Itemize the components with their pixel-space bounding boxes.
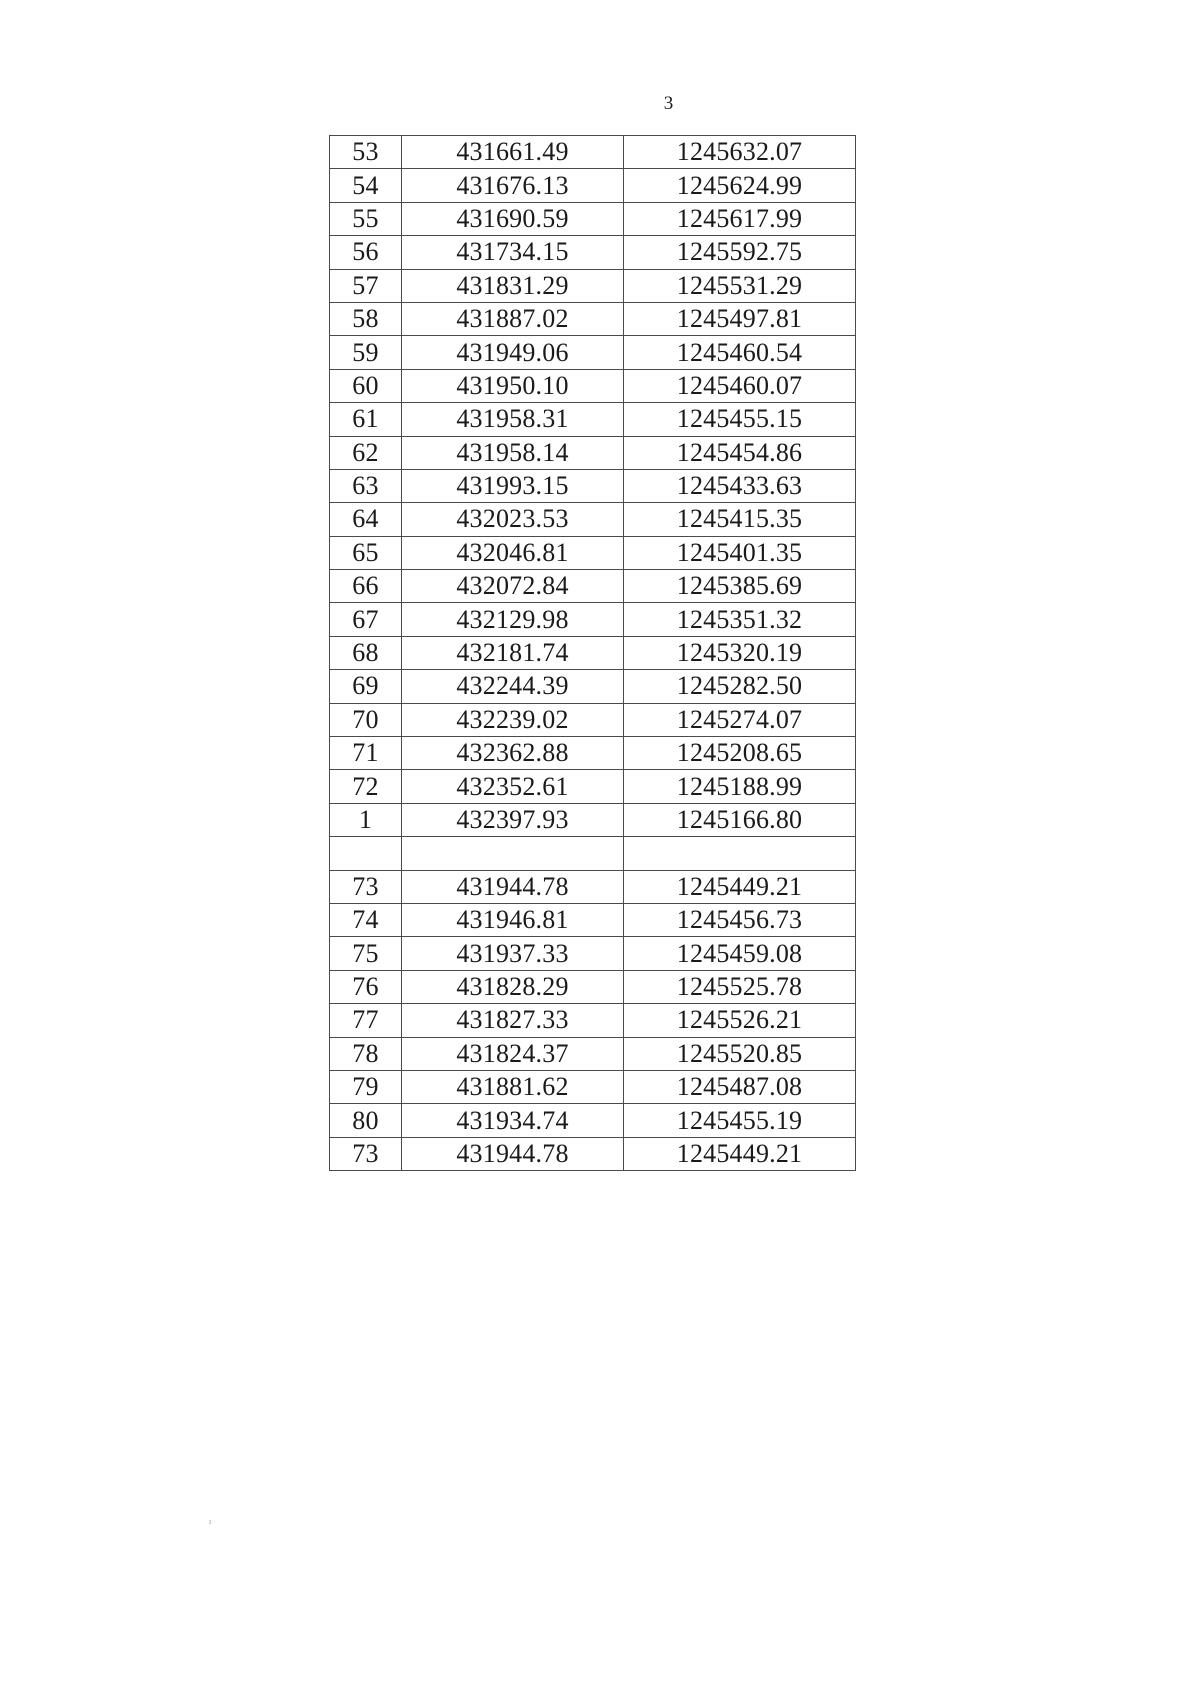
y-coordinate-cell: 1245166.80 — [624, 803, 856, 836]
x-coordinate-cell: 431827.33 — [402, 1004, 624, 1037]
x-coordinate-cell: 432352.61 — [402, 770, 624, 803]
x-coordinate-cell: 431676.13 — [402, 169, 624, 202]
point-number-cell: 57 — [330, 269, 402, 302]
scan-mark: ı — [209, 1517, 212, 1526]
y-coordinate-cell: 1245385.69 — [624, 570, 856, 603]
x-coordinate-cell: 431881.62 — [402, 1070, 624, 1103]
x-coordinate-cell: 432023.53 — [402, 503, 624, 536]
table-row — [330, 603, 856, 636]
y-coordinate-cell: 1245497.81 — [624, 302, 856, 335]
table-row — [330, 202, 856, 235]
point-number-cell: 80 — [330, 1104, 402, 1137]
table-row — [330, 1104, 856, 1137]
y-coordinate-cell: 1245415.35 — [624, 503, 856, 536]
table-row — [330, 1070, 856, 1103]
point-number-cell: 73 — [330, 870, 402, 903]
y-coordinate-cell: 1245617.99 — [624, 202, 856, 235]
table-row — [330, 469, 856, 502]
x-coordinate-cell: 431887.02 — [402, 302, 624, 335]
table-row — [330, 436, 856, 469]
x-coordinate-cell: 431690.59 — [402, 202, 624, 235]
table-row — [330, 803, 856, 836]
point-number-cell: 61 — [330, 403, 402, 436]
x-coordinate-cell: 431950.10 — [402, 369, 624, 402]
x-coordinate-cell: 431828.29 — [402, 970, 624, 1003]
point-number-cell: 79 — [330, 1070, 402, 1103]
y-coordinate-cell: 1245455.15 — [624, 403, 856, 436]
y-coordinate-cell: 1245208.65 — [624, 737, 856, 770]
x-coordinate-cell: 431993.15 — [402, 469, 624, 502]
point-number-cell — [330, 837, 402, 870]
point-number-cell: 65 — [330, 536, 402, 569]
table-row — [330, 937, 856, 970]
table-row — [330, 636, 856, 669]
point-number-cell: 63 — [330, 469, 402, 502]
x-coordinate-cell — [402, 837, 624, 870]
y-coordinate-cell — [624, 837, 856, 870]
point-number-cell: 54 — [330, 169, 402, 202]
page-number: 3 — [663, 93, 674, 114]
y-coordinate-cell: 1245449.21 — [624, 1137, 856, 1170]
y-coordinate-cell: 1245592.75 — [624, 236, 856, 269]
point-number-cell: 70 — [330, 703, 402, 736]
x-coordinate-cell: 432239.02 — [402, 703, 624, 736]
x-coordinate-cell: 431934.74 — [402, 1104, 624, 1137]
table-row — [330, 970, 856, 1003]
point-number-cell: 72 — [330, 770, 402, 803]
x-coordinate-cell: 431831.29 — [402, 269, 624, 302]
table-row — [330, 269, 856, 302]
point-number-cell: 64 — [330, 503, 402, 536]
x-coordinate-cell: 432181.74 — [402, 636, 624, 669]
x-coordinate-cell: 432129.98 — [402, 603, 624, 636]
x-coordinate-cell: 431958.14 — [402, 436, 624, 469]
y-coordinate-cell: 1245624.99 — [624, 169, 856, 202]
x-coordinate-cell: 432244.39 — [402, 670, 624, 703]
coordinates-table-body — [330, 136, 856, 1171]
point-number-cell: 66 — [330, 570, 402, 603]
y-coordinate-cell: 1245531.29 — [624, 269, 856, 302]
point-number-cell: 53 — [330, 136, 402, 169]
point-number-cell: 75 — [330, 937, 402, 970]
point-number-cell: 67 — [330, 603, 402, 636]
table-row — [330, 1004, 856, 1037]
table-row — [330, 302, 856, 335]
point-number-cell: 56 — [330, 236, 402, 269]
y-coordinate-cell: 1245401.35 — [624, 536, 856, 569]
table-row — [330, 903, 856, 936]
y-coordinate-cell: 1245433.63 — [624, 469, 856, 502]
y-coordinate-cell: 1245282.50 — [624, 670, 856, 703]
x-coordinate-cell: 432046.81 — [402, 536, 624, 569]
table-row — [330, 336, 856, 369]
table-row — [330, 169, 856, 202]
table-row — [330, 670, 856, 703]
table-row — [330, 536, 856, 569]
y-coordinate-cell: 1245459.08 — [624, 937, 856, 970]
x-coordinate-cell: 431949.06 — [402, 336, 624, 369]
point-number-cell: 78 — [330, 1037, 402, 1070]
x-coordinate-cell: 431944.78 — [402, 1137, 624, 1170]
x-coordinate-cell: 432362.88 — [402, 737, 624, 770]
x-coordinate-cell: 431944.78 — [402, 870, 624, 903]
table-row — [330, 369, 856, 402]
coordinates-table — [329, 135, 856, 1171]
point-number-cell: 73 — [330, 1137, 402, 1170]
y-coordinate-cell: 1245632.07 — [624, 136, 856, 169]
y-coordinate-cell: 1245351.32 — [624, 603, 856, 636]
point-number-cell: 58 — [330, 302, 402, 335]
table-row — [330, 136, 856, 169]
table-row — [330, 770, 856, 803]
point-number-cell: 77 — [330, 1004, 402, 1037]
table-row — [330, 1037, 856, 1070]
table-row — [330, 703, 856, 736]
y-coordinate-cell: 1245188.99 — [624, 770, 856, 803]
point-number-cell: 71 — [330, 737, 402, 770]
y-coordinate-cell: 1245449.21 — [624, 870, 856, 903]
point-number-cell: 55 — [330, 202, 402, 235]
x-coordinate-cell: 431946.81 — [402, 903, 624, 936]
table-row — [330, 236, 856, 269]
y-coordinate-cell: 1245460.07 — [624, 369, 856, 402]
point-number-cell: 60 — [330, 369, 402, 402]
table-row — [330, 503, 856, 536]
table-row — [330, 570, 856, 603]
x-coordinate-cell: 432072.84 — [402, 570, 624, 603]
table-row — [330, 837, 856, 870]
table-row — [330, 403, 856, 436]
point-number-cell: 68 — [330, 636, 402, 669]
point-number-cell: 74 — [330, 903, 402, 936]
y-coordinate-cell: 1245455.19 — [624, 1104, 856, 1137]
x-coordinate-cell: 431958.31 — [402, 403, 624, 436]
y-coordinate-cell: 1245487.08 — [624, 1070, 856, 1103]
x-coordinate-cell: 432397.93 — [402, 803, 624, 836]
point-number-cell: 76 — [330, 970, 402, 1003]
x-coordinate-cell: 431661.49 — [402, 136, 624, 169]
y-coordinate-cell: 1245460.54 — [624, 336, 856, 369]
point-number-cell: 59 — [330, 336, 402, 369]
point-number-cell: 62 — [330, 436, 402, 469]
y-coordinate-cell: 1245274.07 — [624, 703, 856, 736]
y-coordinate-cell: 1245525.78 — [624, 970, 856, 1003]
point-number-cell: 1 — [330, 803, 402, 836]
x-coordinate-cell: 431734.15 — [402, 236, 624, 269]
x-coordinate-cell: 431824.37 — [402, 1037, 624, 1070]
y-coordinate-cell: 1245456.73 — [624, 903, 856, 936]
x-coordinate-cell: 431937.33 — [402, 937, 624, 970]
table-row — [330, 870, 856, 903]
table-row — [330, 1137, 856, 1170]
y-coordinate-cell: 1245526.21 — [624, 1004, 856, 1037]
y-coordinate-cell: 1245454.86 — [624, 436, 856, 469]
point-number-cell: 69 — [330, 670, 402, 703]
y-coordinate-cell: 1245520.85 — [624, 1037, 856, 1070]
table-row — [330, 737, 856, 770]
y-coordinate-cell: 1245320.19 — [624, 636, 856, 669]
